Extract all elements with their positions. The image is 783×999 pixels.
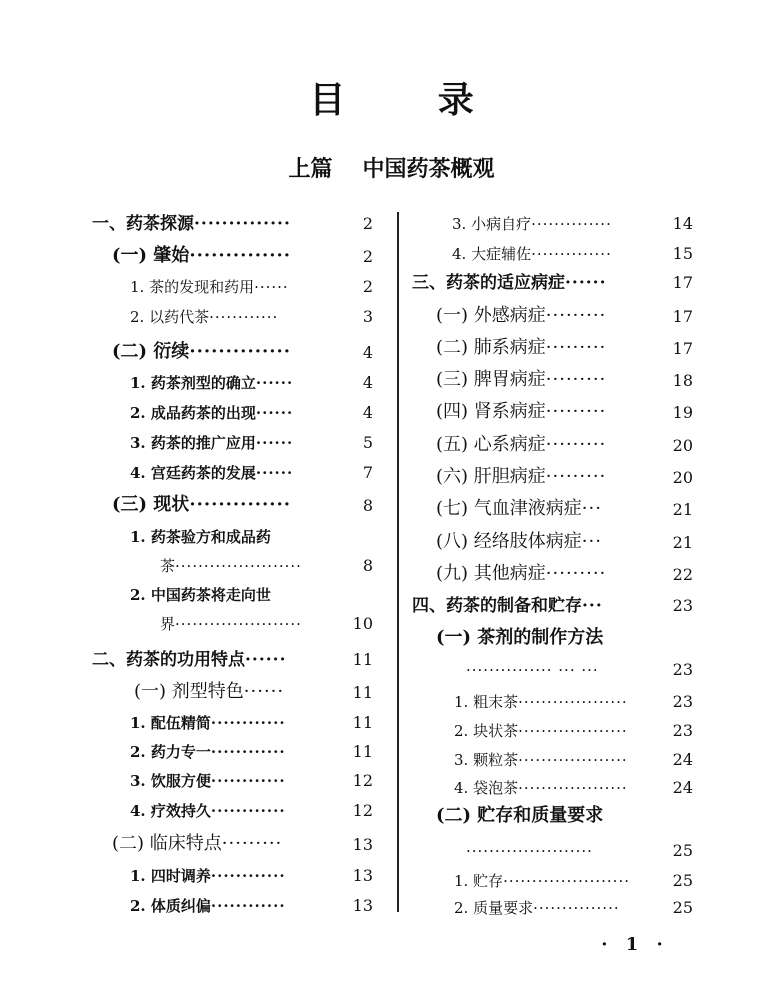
toc-page-number: 17 bbox=[672, 307, 693, 326]
toc-page-number: 3 bbox=[362, 307, 373, 326]
toc-page-number: 21 bbox=[672, 500, 693, 519]
toc-entry bbox=[160, 614, 302, 634]
toc-entry-label: 2. 以药代茶 bbox=[130, 308, 210, 326]
toc-page-number: 4 bbox=[362, 343, 373, 362]
toc-page-number: 25 bbox=[672, 841, 693, 860]
toc-leader-dots: ······················ bbox=[175, 615, 302, 633]
toc-entry-label: 1. 药茶剂型的确立 bbox=[130, 374, 256, 392]
toc-page-number: 2 bbox=[362, 277, 373, 296]
toc-entry-label: 二、药茶的功用特点 bbox=[92, 650, 245, 670]
toc-leader-dots: ············ bbox=[210, 867, 286, 885]
toc-entry bbox=[112, 342, 291, 362]
toc-leader-dots: ········· bbox=[545, 401, 607, 422]
toc-page-number: 12 bbox=[352, 771, 373, 790]
toc-entry bbox=[130, 896, 286, 916]
toc-leader-dots: ··················· bbox=[518, 751, 628, 769]
toc-page-number: 12 bbox=[352, 801, 373, 820]
toc-entry bbox=[436, 467, 606, 487]
toc-entry bbox=[92, 214, 291, 234]
toc-leader-dots: ······ bbox=[243, 681, 285, 702]
toc-entry bbox=[452, 244, 612, 264]
toc-entry-label: 3. 饮服方便 bbox=[130, 772, 211, 790]
toc-page-number: 13 bbox=[352, 835, 373, 854]
toc-entry bbox=[436, 806, 603, 826]
toc-leader-dots: ············ bbox=[210, 743, 286, 761]
toc-leader-dots: ······················ bbox=[503, 872, 630, 890]
toc-entry-label: 界 bbox=[160, 615, 176, 633]
toc-entry bbox=[436, 370, 606, 390]
toc-page-number: 23 bbox=[672, 660, 693, 679]
toc-page-number: 20 bbox=[672, 468, 693, 487]
toc-entry bbox=[130, 307, 278, 327]
toc-entry-label: 1. 茶的发现和药用 bbox=[130, 278, 255, 296]
toc-page-number: 20 bbox=[672, 436, 693, 455]
toc-entry-label: (五) 心系病症 bbox=[436, 434, 546, 455]
toc-entry bbox=[160, 556, 302, 576]
toc-entry-label: (八) 经络肢体病症 bbox=[436, 531, 582, 552]
page-number: · 1 · bbox=[601, 934, 669, 955]
toc-leader-dots: ······ bbox=[565, 273, 607, 293]
toc-leader-dots: ·············· bbox=[189, 245, 292, 266]
toc-entry-label: 1. 配伍精简 bbox=[130, 714, 211, 732]
toc-entry-label: 1. 药茶验方和成品药 bbox=[130, 528, 271, 546]
toc-entry bbox=[130, 373, 293, 393]
toc-page-number: 11 bbox=[352, 650, 373, 669]
toc-page-number: 11 bbox=[352, 713, 373, 732]
toc-entry bbox=[454, 778, 628, 798]
toc-page-number: 10 bbox=[352, 614, 373, 633]
toc-page-number: 14 bbox=[672, 214, 693, 233]
toc-leader-dots: ······ bbox=[255, 404, 294, 422]
toc-entry-label: 2. 质量要求 bbox=[454, 899, 534, 917]
toc-entry-label: (六) 肝胆病症 bbox=[436, 466, 546, 487]
toc-leader-dots: ·············· bbox=[189, 494, 292, 515]
toc-page-number: 2 bbox=[362, 247, 373, 266]
toc-page-number: 23 bbox=[672, 692, 693, 711]
toc-entry-label: (一) 剂型特色 bbox=[134, 681, 244, 702]
toc-leader-dots: ······ bbox=[245, 650, 287, 670]
toc-leader-dots: ········· bbox=[545, 369, 607, 390]
toc-entry-label: (一) 肇始 bbox=[112, 245, 190, 266]
toc-entry bbox=[466, 841, 593, 861]
column-divider bbox=[397, 212, 399, 912]
toc-page-number: 4 bbox=[362, 403, 373, 422]
toc-entry-label: (七) 气血津液病症 bbox=[436, 498, 582, 519]
toc-page-number: 8 bbox=[362, 496, 373, 515]
toc-page-number: 13 bbox=[352, 866, 373, 885]
toc-entry bbox=[436, 435, 606, 455]
toc-leader-dots: ········· bbox=[545, 337, 607, 358]
toc-leader-dots: ········· bbox=[545, 305, 607, 326]
page-title: 目 录 bbox=[309, 79, 514, 121]
toc-page-number: 2 bbox=[362, 214, 373, 233]
toc-leader-dots: ············ bbox=[210, 772, 286, 790]
toc-entry bbox=[130, 866, 286, 886]
toc-entry-label: 2. 药力专一 bbox=[130, 743, 211, 761]
toc-leader-dots: ········· bbox=[545, 563, 607, 584]
toc-entry-label: 2. 中国药茶将走向世 bbox=[130, 586, 271, 604]
toc-entry bbox=[452, 214, 612, 234]
toc-page-number: 24 bbox=[672, 778, 693, 797]
toc-entry bbox=[454, 692, 628, 712]
toc-page-number: 4 bbox=[362, 373, 373, 392]
toc-entry bbox=[436, 402, 606, 422]
toc-entry-label: 4. 大症辅佐 bbox=[452, 245, 532, 263]
part-heading bbox=[0, 152, 783, 183]
toc-entry-label: (一) 茶剂的制作方法 bbox=[436, 627, 604, 648]
toc-entry-label: (三) 脾胃病症 bbox=[436, 369, 546, 390]
toc-entry-label: 1. 贮存 bbox=[454, 872, 504, 890]
toc-entry bbox=[112, 834, 282, 854]
toc-leader-dots: ······················ bbox=[175, 557, 302, 575]
toc-page-number: 11 bbox=[352, 683, 373, 702]
toc-leader-dots: ········· bbox=[545, 434, 607, 455]
toc-entry bbox=[134, 682, 284, 702]
toc-page-number: 8 bbox=[362, 556, 373, 575]
toc-leader-dots: ······ bbox=[254, 278, 289, 296]
toc-entry-label: (三) 现状 bbox=[112, 494, 190, 515]
toc-entry-label: 4. 袋泡茶 bbox=[454, 779, 519, 797]
toc-entry-label: 3. 颗粒茶 bbox=[454, 751, 519, 769]
toc-leader-dots: ··············· bbox=[533, 899, 620, 917]
toc-entry bbox=[130, 527, 271, 547]
toc-entry-label: 1. 粗末茶 bbox=[454, 693, 519, 711]
toc-leader-dots: ············ bbox=[210, 802, 286, 820]
toc-page-number: 15 bbox=[672, 244, 693, 263]
toc-page-number: 23 bbox=[672, 596, 693, 615]
toc-entry-label: (二) 贮存和质量要求 bbox=[436, 805, 604, 826]
toc-entry-label: 2. 块状茶 bbox=[454, 722, 519, 740]
toc-entry-label: 3. 药茶的推广应用 bbox=[130, 434, 256, 452]
toc-leader-dots: ······ bbox=[255, 464, 294, 482]
toc-leader-dots: ··············· ··· ··· bbox=[466, 661, 599, 679]
toc-page-number: 7 bbox=[362, 463, 373, 482]
toc-entry bbox=[112, 246, 291, 266]
toc-entry-label: 2. 成品药茶的出现 bbox=[130, 404, 256, 422]
toc-entry bbox=[436, 499, 602, 519]
toc-entry bbox=[436, 532, 602, 552]
toc-entry-label: (四) 肾系病症 bbox=[436, 401, 546, 422]
toc-entry-label: 四、药茶的制备和贮存 bbox=[412, 596, 582, 616]
toc-entry bbox=[130, 801, 286, 821]
toc-entry-label: (一) 外感病症 bbox=[436, 305, 546, 326]
toc-leader-dots: ·············· bbox=[189, 341, 292, 362]
toc-entry-label: 2. 体质纠偏 bbox=[130, 897, 211, 915]
toc-entry bbox=[130, 433, 293, 453]
toc-entry bbox=[130, 742, 286, 762]
toc-entry bbox=[454, 898, 620, 918]
toc-leader-dots: ··· bbox=[582, 596, 603, 616]
toc-entry bbox=[436, 338, 606, 358]
toc-leader-dots: ·············· bbox=[531, 215, 612, 233]
toc-entry bbox=[130, 713, 286, 733]
toc-leader-dots: ············ bbox=[210, 897, 286, 915]
toc-entry bbox=[130, 463, 293, 483]
toc-page-number: 19 bbox=[672, 403, 693, 422]
toc-entry bbox=[92, 650, 287, 670]
part-subtitle: 中国药茶概观 bbox=[362, 156, 495, 182]
toc-page-number: 25 bbox=[672, 871, 693, 890]
toc-page-number: 24 bbox=[672, 750, 693, 769]
toc-leader-dots: ··· bbox=[581, 498, 602, 519]
toc-entry-label: (二) 肺系病症 bbox=[436, 337, 546, 358]
toc-page-number: 18 bbox=[672, 371, 693, 390]
toc-page-number: 22 bbox=[672, 565, 693, 584]
toc-page-number: 13 bbox=[352, 896, 373, 915]
toc-entry bbox=[466, 660, 599, 680]
toc-entry-label: (二) 临床特点 bbox=[112, 833, 222, 854]
toc-leader-dots: ······ bbox=[255, 434, 294, 452]
toc-page-number: 25 bbox=[672, 898, 693, 917]
toc-entry-label: 3. 小病自疗 bbox=[452, 215, 532, 233]
toc-leader-dots: ·············· bbox=[194, 214, 291, 234]
toc-entry-label: 4. 疗效持久 bbox=[130, 802, 211, 820]
toc-page-number: 17 bbox=[672, 273, 693, 292]
toc-entry-label: 一、药茶探源 bbox=[92, 214, 194, 234]
toc-entry bbox=[436, 306, 606, 326]
toc-entry bbox=[454, 721, 628, 741]
toc-page-number: 17 bbox=[672, 339, 693, 358]
part-name: 上篇 bbox=[288, 156, 333, 182]
toc-page-number: 5 bbox=[362, 433, 373, 452]
toc-leader-dots: ········· bbox=[545, 466, 607, 487]
toc-leader-dots: ············ bbox=[209, 308, 279, 326]
toc-entry bbox=[130, 403, 293, 423]
toc-entry-label: (二) 衍续 bbox=[112, 341, 190, 362]
toc-entry bbox=[112, 495, 291, 515]
toc-leader-dots: ······ bbox=[255, 374, 294, 392]
toc-entry bbox=[436, 628, 603, 648]
toc-leader-dots: ·············· bbox=[531, 245, 612, 263]
toc-leader-dots: ··· bbox=[581, 531, 602, 552]
toc-entry bbox=[412, 273, 607, 293]
toc-leader-dots: ······················ bbox=[466, 842, 593, 860]
toc-entry-label: 三、药茶的适应病症 bbox=[412, 273, 565, 293]
toc-leader-dots: ··················· bbox=[518, 722, 628, 740]
toc-page-number: 23 bbox=[672, 721, 693, 740]
toc-entry-label: (九) 其他病症 bbox=[436, 563, 546, 584]
toc-entry-label: 茶 bbox=[160, 557, 176, 575]
toc-entry bbox=[454, 871, 630, 891]
toc-leader-dots: ··················· bbox=[518, 693, 628, 711]
toc-entry bbox=[130, 277, 289, 297]
toc-entry bbox=[130, 771, 286, 791]
toc-entry bbox=[130, 585, 271, 605]
toc-entry bbox=[436, 564, 606, 584]
toc-entry-label: 4. 宫廷药茶的发展 bbox=[130, 464, 256, 482]
toc-leader-dots: ········· bbox=[221, 833, 283, 854]
toc-entry bbox=[454, 750, 628, 770]
toc-entry bbox=[412, 596, 603, 616]
toc-page-number: 21 bbox=[672, 533, 693, 552]
toc-page-number: 11 bbox=[352, 742, 373, 761]
toc-entry-label: 1. 四时调养 bbox=[130, 867, 211, 885]
toc-leader-dots: ············ bbox=[210, 714, 286, 732]
toc-leader-dots: ··················· bbox=[518, 779, 628, 797]
